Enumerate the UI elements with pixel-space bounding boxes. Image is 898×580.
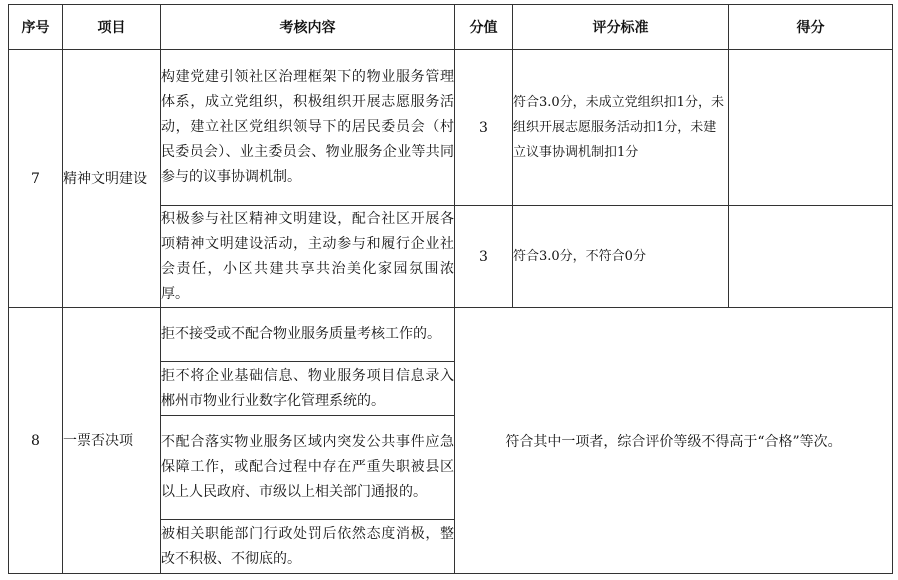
veto-rule-cell: 符合其中一项者，综合评价等级不得高于“合格”等次。 [455,308,893,574]
assessment-table [8,4,893,574]
header-no: 序号 [9,5,63,50]
table-row [9,308,893,362]
result-cell[interactable] [729,50,893,206]
row-item: 一票否决项 [63,308,161,574]
header-result: 得分 [729,5,893,50]
content-cell: 拒不将企业基础信息、物业服务项目信息录入郴州市物业行业数字化管理系统的。 [161,362,455,416]
header-score: 分值 [455,5,513,50]
header-row [9,5,893,50]
header-criteria: 评分标准 [513,5,729,50]
content-cell: 积极参与社区精神文明建设，配合社区开展各项精神文明建设活动，主动参与和履行企业社会责任，小区共建共享共治美化家园氛围浓厚。 [161,206,455,308]
score-cell: 3 [455,50,513,206]
score-cell: 3 [455,206,513,308]
row-item: 精神文明建设 [63,50,161,308]
row-number: 7 [9,50,63,308]
criteria-cell: 符合3.0分，未成立党组织扣1分，未组织开展志愿服务活动扣1分，未建立议事协调机制扣1分 [513,50,729,206]
header-item: 项目 [63,5,161,50]
content-cell: 不配合落实物业服务区域内突发公共事件应急保障工作，或配合过程中存在严重失职被县区以上人民政府、市级以上相关部门通报的。 [161,416,455,520]
content-cell: 构建党建引领社区治理框架下的物业服务管理体系，成立党组织，积极组织开展志愿服务活动，建立社区党组织领导下的居民委员会（村民委员会）、业主委员会、物业服务企业等共同参与的议事协调机制。 [161,50,455,206]
row-number: 8 [9,308,63,574]
content-cell: 拒不接受或不配合物业服务质量考核工作的。 [161,308,455,362]
result-cell[interactable] [729,206,893,308]
header-content: 考核内容 [161,5,455,50]
criteria-cell: 符合3.0分，不符合0分 [513,206,729,308]
table-row [9,50,893,206]
content-cell: 被相关职能部门行政处罚后依然态度消极，整改不积极、不彻底的。 [161,520,455,574]
